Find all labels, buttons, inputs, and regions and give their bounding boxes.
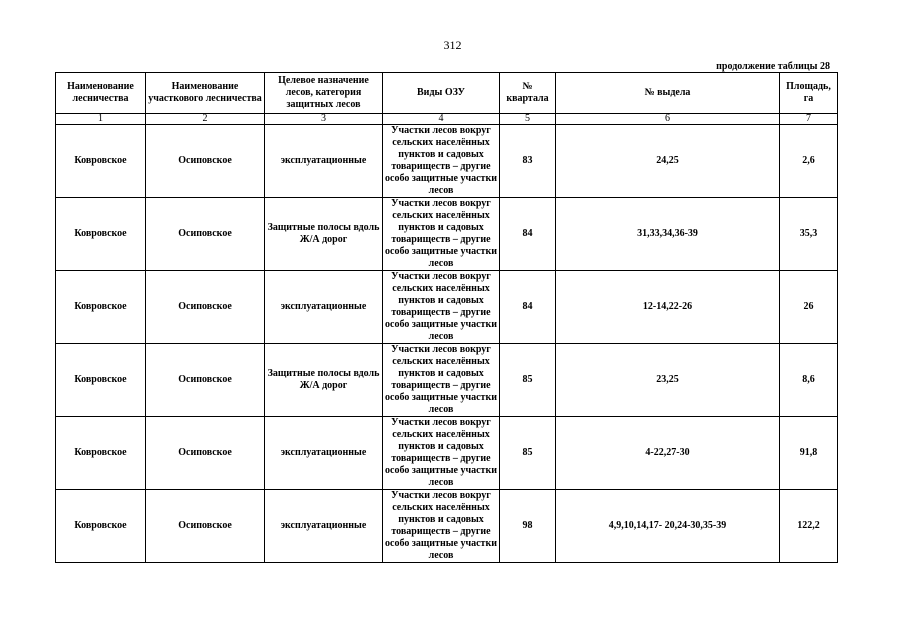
cell-forestry: Ковровское	[56, 490, 146, 563]
header-area: Площадь, га	[780, 73, 838, 114]
header-district: Наименование участкового лесничества	[146, 73, 265, 114]
cell-ozu: Участки лесов вокруг сельских населённых пунктов и садовых товариществ – другие особо защитные участки лесов	[383, 417, 500, 490]
cell-plots: 24,25	[556, 125, 780, 198]
cell-forestry: Ковровское	[56, 125, 146, 198]
column-number: 4	[383, 114, 500, 125]
cell-area: 26	[780, 271, 838, 344]
header-plots: № выдела	[556, 73, 780, 114]
cell-purpose: Защитные полосы вдоль Ж/А дорог	[265, 344, 383, 417]
cell-plots: 12-14,22-26	[556, 271, 780, 344]
cell-forestry: Ковровское	[56, 271, 146, 344]
cell-purpose: эксплуатационные	[265, 271, 383, 344]
cell-quarter: 83	[500, 125, 556, 198]
cell-plots: 23,25	[556, 344, 780, 417]
cell-ozu: Участки лесов вокруг сельских населённых пунктов и садовых товариществ – другие особо защитные участки лесов	[383, 125, 500, 198]
cell-purpose: эксплуатационные	[265, 125, 383, 198]
header-forestry: Наименование лесничества	[56, 73, 146, 114]
column-number: 6	[556, 114, 780, 125]
cell-forestry: Ковровское	[56, 344, 146, 417]
cell-quarter: 85	[500, 417, 556, 490]
cell-ozu: Участки лесов вокруг сельских населённых пунктов и садовых товариществ – другие особо защитные участки лесов	[383, 271, 500, 344]
column-number: 7	[780, 114, 838, 125]
cell-area: 35,3	[780, 198, 838, 271]
cell-district: Осиповское	[146, 125, 265, 198]
cell-plots: 4-22,27-30	[556, 417, 780, 490]
cell-purpose: эксплуатационные	[265, 417, 383, 490]
cell-forestry: Ковровское	[56, 198, 146, 271]
cell-plots: 4,9,10,14,17- 20,24-30,35-39	[556, 490, 780, 563]
cell-district: Осиповское	[146, 271, 265, 344]
header-quarter: № квартала	[500, 73, 556, 114]
cell-ozu: Участки лесов вокруг сельских населённых пунктов и садовых товариществ – другие особо защитные участки лесов	[383, 344, 500, 417]
cell-district: Осиповское	[146, 344, 265, 417]
header-row	[56, 73, 838, 114]
column-number: 3	[265, 114, 383, 125]
table-row	[56, 344, 838, 417]
column-number-row	[56, 114, 838, 125]
cell-purpose: эксплуатационные	[265, 490, 383, 563]
table-row	[56, 490, 838, 563]
cell-area: 122,2	[780, 490, 838, 563]
cell-purpose: Защитные полосы вдоль Ж/А дорог	[265, 198, 383, 271]
cell-quarter: 98	[500, 490, 556, 563]
table-row	[56, 271, 838, 344]
cell-plots: 31,33,34,36-39	[556, 198, 780, 271]
table-continuation-label: продолжение таблицы 28	[716, 61, 830, 72]
page-number: 312	[443, 38, 462, 52]
header-purpose: Целевое назначение лесов, категория защитных лесов	[265, 73, 383, 114]
cell-area: 91,8	[780, 417, 838, 490]
cell-ozu: Участки лесов вокруг сельских населённых пунктов и садовых товариществ – другие особо защитные участки лесов	[383, 490, 500, 563]
column-number: 5	[500, 114, 556, 125]
cell-area: 8,6	[780, 344, 838, 417]
header-ozu: Виды ОЗУ	[383, 73, 500, 114]
table-row	[56, 198, 838, 271]
cell-district: Осиповское	[146, 490, 265, 563]
cell-forestry: Ковровское	[56, 417, 146, 490]
cell-ozu: Участки лесов вокруг сельских населённых пунктов и садовых товариществ – другие особо защитные участки лесов	[383, 198, 500, 271]
column-number: 1	[56, 114, 146, 125]
cell-district: Осиповское	[146, 417, 265, 490]
cell-area: 2,6	[780, 125, 838, 198]
cell-quarter: 84	[500, 271, 556, 344]
cell-quarter: 85	[500, 344, 556, 417]
column-number: 2	[146, 114, 265, 125]
table-row	[56, 125, 838, 198]
cell-district: Осиповское	[146, 198, 265, 271]
table-row	[56, 417, 838, 490]
forest-areas-table	[55, 72, 838, 563]
cell-quarter: 84	[500, 198, 556, 271]
